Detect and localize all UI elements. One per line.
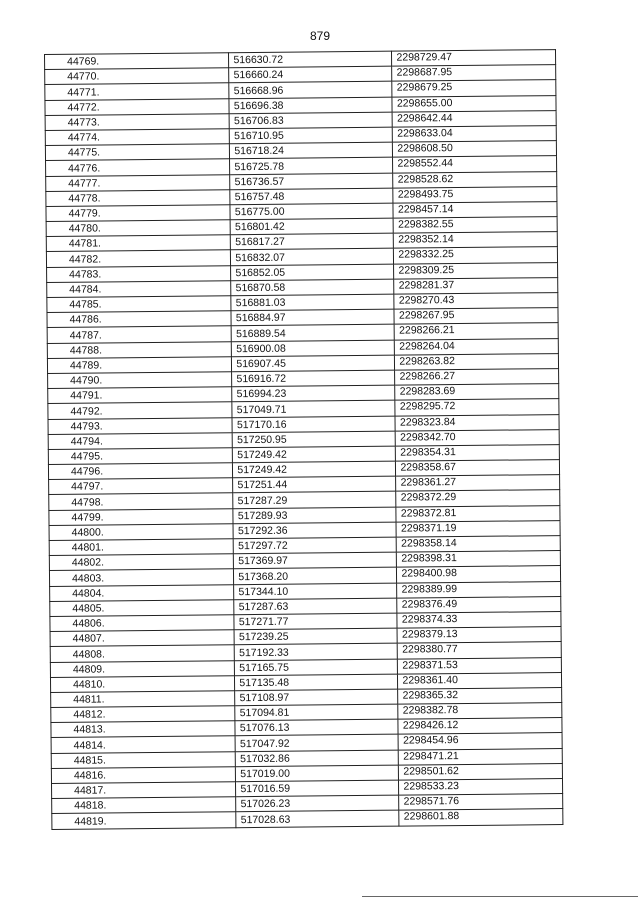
point-number-cell: 44780. (46, 220, 230, 237)
easting-cell: 517297.72 (234, 537, 397, 554)
northing-cell: 2298457.14 (393, 201, 557, 218)
easting-cell: 516660.24 (229, 66, 392, 83)
easting-cell: 516757.48 (230, 188, 393, 205)
easting-cell: 517135.48 (235, 674, 398, 691)
northing-cell: 2298267.95 (394, 308, 558, 325)
northing-cell: 2298281.37 (394, 277, 558, 294)
easting-cell: 517016.59 (236, 780, 399, 797)
point-number-cell: 44804. (50, 584, 234, 601)
northing-cell: 2298342.70 (396, 429, 560, 446)
easting-cell: 517368.20 (234, 568, 397, 585)
northing-cell: 2298380.77 (398, 642, 562, 659)
easting-cell: 516736.57 (230, 173, 393, 190)
northing-cell: 2298374.33 (397, 612, 561, 629)
point-number-cell: 44797. (49, 478, 233, 495)
point-number-cell: 44786. (47, 311, 231, 328)
point-number-cell: 44793. (48, 417, 232, 434)
northing-cell: 2298371.19 (396, 520, 560, 537)
easting-cell: 517028.63 (236, 811, 399, 828)
northing-cell: 2298471.21 (399, 748, 563, 765)
point-number-cell: 44799. (49, 508, 233, 525)
easting-cell: 517192.33 (235, 643, 398, 660)
northing-cell: 2298376.49 (397, 596, 561, 613)
point-number-cell: 44816. (51, 767, 235, 784)
northing-cell: 2298493.75 (393, 186, 557, 203)
easting-cell: 516870.58 (231, 279, 394, 296)
northing-cell: 2298295.72 (395, 399, 559, 416)
easting-cell: 517344.10 (234, 583, 397, 600)
easting-cell: 516801.42 (230, 218, 393, 235)
northing-cell: 2298283.69 (395, 384, 559, 401)
easting-cell: 516884.97 (231, 309, 394, 326)
point-number-cell: 44810. (50, 675, 234, 692)
easting-cell: 517026.23 (236, 795, 399, 812)
point-number-cell: 44773. (45, 113, 229, 130)
northing-cell: 2298528.62 (393, 171, 557, 188)
point-number-cell: 44772. (45, 98, 229, 115)
point-number-cell: 44805. (50, 599, 234, 616)
easting-cell: 517250.95 (232, 431, 395, 448)
point-number-cell: 44803. (49, 569, 233, 586)
northing-cell: 2298608.50 (393, 141, 557, 158)
easting-cell: 516832.07 (231, 249, 394, 266)
point-number-cell: 44795. (48, 448, 232, 465)
point-number-cell: 44798. (49, 493, 233, 510)
northing-cell: 2298372.81 (396, 505, 560, 522)
northing-cell: 2298323.84 (395, 414, 559, 431)
easting-cell: 517108.97 (235, 689, 398, 706)
northing-cell: 2298642.44 (393, 110, 557, 127)
northing-cell: 2298382.55 (394, 217, 558, 234)
easting-cell: 517049.71 (232, 400, 395, 417)
easting-cell: 516900.08 (232, 340, 395, 357)
northing-cell: 2298389.99 (397, 581, 561, 598)
point-number-cell: 44807. (50, 630, 234, 647)
point-number-cell: 44787. (47, 326, 231, 343)
point-number-cell: 44808. (50, 645, 234, 662)
point-number-cell: 44778. (46, 189, 230, 206)
easting-cell: 517249.42 (233, 461, 396, 478)
easting-cell: 516852.05 (231, 264, 394, 281)
coordinate-table (44, 49, 563, 829)
point-number-cell: 44769. (45, 53, 229, 70)
point-number-cell: 44806. (50, 615, 234, 632)
easting-cell: 517249.42 (233, 446, 396, 463)
easting-cell: 516718.24 (230, 142, 393, 159)
northing-cell: 2298358.14 (397, 536, 561, 553)
northing-cell: 2298552.44 (393, 156, 557, 173)
point-number-cell: 44775. (45, 144, 229, 161)
point-number-cell: 44815. (51, 751, 235, 768)
point-number-cell: 44781. (46, 235, 230, 252)
northing-cell: 2298264.04 (395, 338, 559, 355)
easting-cell: 517076.13 (235, 719, 398, 736)
northing-cell: 2298533.23 (399, 779, 563, 796)
point-number-cell: 44771. (45, 83, 229, 100)
easting-cell: 517287.63 (234, 598, 397, 615)
easting-cell: 517287.29 (233, 492, 396, 509)
northing-cell: 2298400.98 (397, 566, 561, 583)
easting-cell: 517094.81 (235, 704, 398, 721)
northing-cell: 2298266.27 (395, 369, 559, 386)
northing-cell: 2298372.29 (396, 490, 560, 507)
easting-cell: 517289.93 (233, 507, 396, 524)
northing-cell: 2298361.40 (398, 672, 562, 689)
point-number-cell: 44789. (47, 356, 231, 373)
northing-cell: 2298679.25 (392, 80, 556, 97)
northing-cell: 2298382.78 (398, 703, 562, 720)
point-number-cell: 44800. (49, 524, 233, 541)
easting-cell: 516630.72 (229, 51, 392, 68)
northing-cell: 2298354.31 (396, 444, 560, 461)
northing-cell: 2298358.67 (396, 460, 560, 477)
point-number-cell: 44784. (47, 281, 231, 298)
northing-cell: 2298687.95 (392, 65, 556, 82)
point-number-cell: 44774. (45, 129, 229, 146)
point-number-cell: 44796. (48, 463, 232, 480)
northing-cell: 2298501.62 (399, 763, 563, 780)
point-number-cell: 44809. (50, 660, 234, 677)
point-number-cell: 44777. (46, 174, 230, 191)
northing-cell: 2298371.53 (398, 657, 562, 674)
easting-cell: 516706.83 (229, 112, 392, 129)
point-number-cell: 44811. (51, 691, 235, 708)
bottom-rule (362, 896, 638, 897)
point-number-cell: 44779. (46, 205, 230, 222)
point-number-cell: 44790. (48, 372, 232, 389)
point-number-cell: 44770. (45, 68, 229, 85)
northing-cell: 2298309.25 (394, 262, 558, 279)
easting-cell: 517369.97 (234, 552, 397, 569)
northing-cell: 2298729.47 (392, 50, 556, 67)
easting-cell: 517239.25 (234, 628, 397, 645)
easting-cell: 516994.23 (232, 385, 395, 402)
point-number-cell: 44794. (48, 432, 232, 449)
easting-cell: 516775.00 (230, 203, 393, 220)
point-number-cell: 44812. (51, 706, 235, 723)
northing-cell: 2298571.76 (399, 794, 563, 811)
northing-cell: 2298398.31 (397, 551, 561, 568)
northing-cell: 2298633.04 (393, 126, 557, 143)
easting-cell: 517251.44 (233, 476, 396, 493)
northing-cell: 2298365.32 (398, 687, 562, 704)
easting-cell: 517292.36 (233, 522, 396, 539)
easting-cell: 516881.03 (231, 294, 394, 311)
northing-cell: 2298332.25 (394, 247, 558, 264)
point-number-cell: 44813. (51, 721, 235, 738)
northing-cell: 2298266.21 (395, 323, 559, 340)
northing-cell: 2298601.88 (399, 809, 563, 826)
easting-cell: 516668.96 (229, 82, 392, 99)
easting-cell: 516889.54 (231, 325, 394, 342)
easting-cell: 517271.77 (234, 613, 397, 630)
easting-cell: 517170.16 (232, 416, 395, 433)
easting-cell: 516696.38 (229, 97, 392, 114)
point-number-cell: 44788. (47, 341, 231, 358)
easting-cell: 516817.27 (231, 233, 394, 250)
point-number-cell: 44802. (49, 554, 233, 571)
point-number-cell: 44792. (48, 402, 232, 419)
easting-cell: 517047.92 (235, 735, 398, 752)
page-number: 879 (309, 29, 331, 43)
easting-cell: 517032.86 (236, 750, 399, 767)
point-number-cell: 44801. (49, 539, 233, 556)
easting-cell: 516916.72 (232, 370, 395, 387)
point-number-cell: 44814. (51, 736, 235, 753)
point-number-cell: 44776. (46, 159, 230, 176)
point-number-cell: 44819. (52, 812, 236, 829)
easting-cell: 517019.00 (236, 765, 399, 782)
northing-cell: 2298263.82 (395, 353, 559, 370)
northing-cell: 2298379.13 (397, 627, 561, 644)
easting-cell: 516710.95 (230, 127, 393, 144)
easting-cell: 516907.45 (232, 355, 395, 372)
northing-cell: 2298655.00 (392, 95, 556, 112)
point-number-cell: 44818. (52, 797, 236, 814)
point-number-cell: 44782. (46, 250, 230, 267)
northing-cell: 2298352.14 (394, 232, 558, 249)
point-number-cell: 44817. (52, 782, 236, 799)
point-number-cell: 44785. (47, 296, 231, 313)
northing-cell: 2298454.96 (398, 733, 562, 750)
northing-cell: 2298270.43 (394, 293, 558, 310)
easting-cell: 516725.78 (230, 157, 393, 174)
northing-cell: 2298426.12 (398, 718, 562, 735)
point-number-cell: 44783. (47, 265, 231, 282)
northing-cell: 2298361.27 (396, 475, 560, 492)
coordinate-table-body (45, 50, 563, 829)
easting-cell: 517165.75 (235, 659, 398, 676)
point-number-cell: 44791. (48, 387, 232, 404)
